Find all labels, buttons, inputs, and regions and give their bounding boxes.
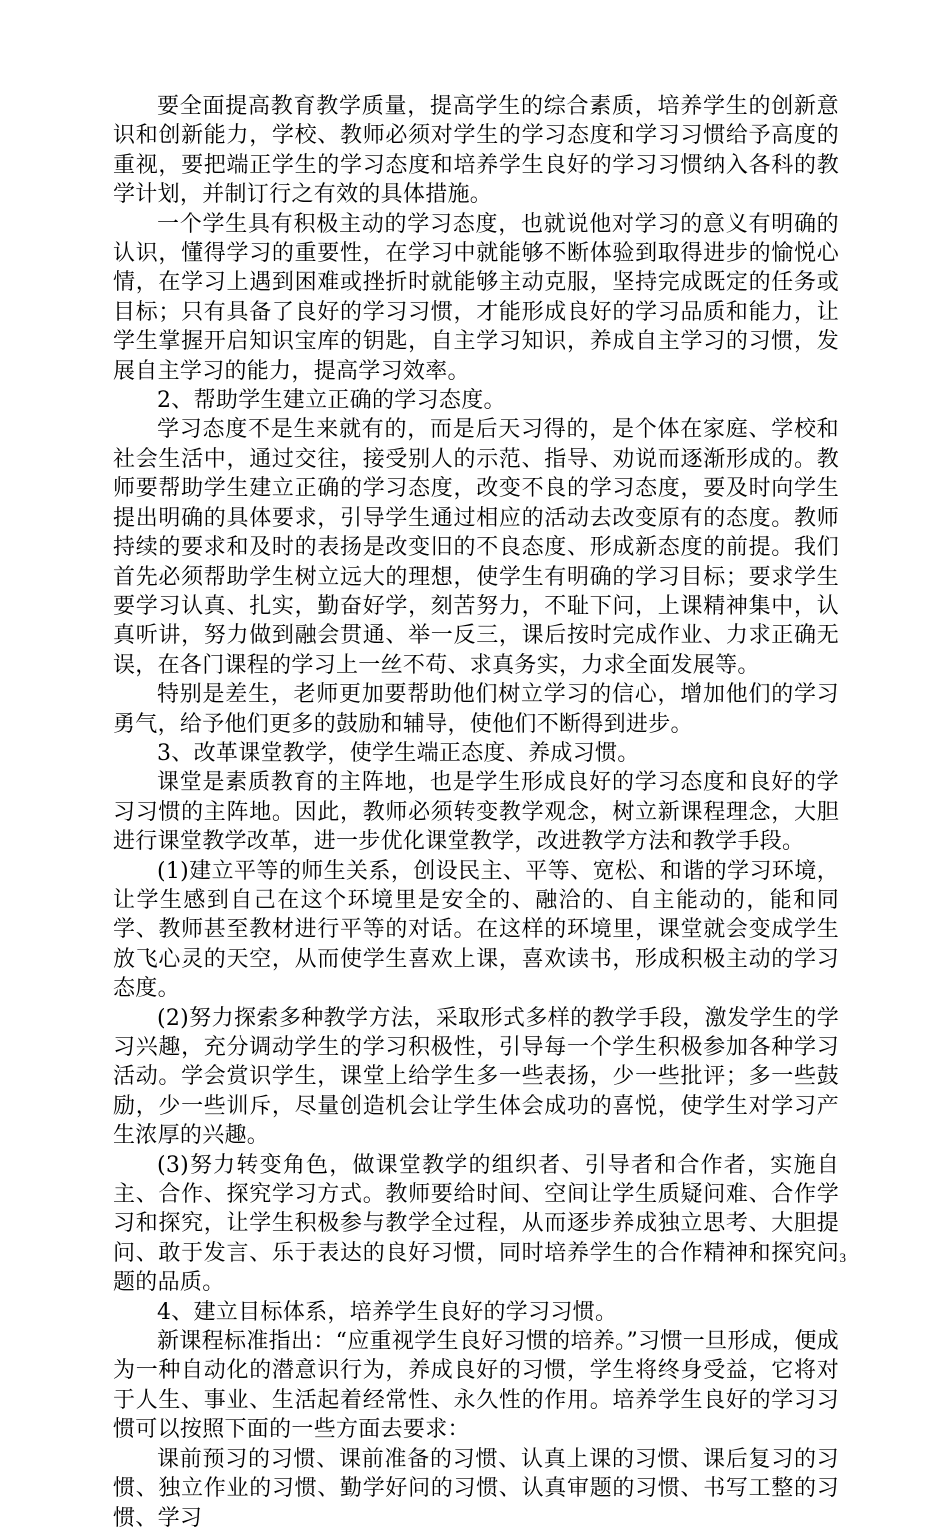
paragraph-subitem-2: (2)努力探索多种教学方法，采取形式多样的教学手段，激发学生的学习兴趣，充分调动学生的学习积极性，引导每一个学生积极参加各种学习活动。学会赏识学生，课堂上给学生多一些表扬，少一些批评；多一些鼓励，少一些训斥，尽量创造机会让学生体会成功的喜悦，使学生对学习产生浓厚的兴趣。 <box>113 1005 839 1149</box>
paragraph-curriculum-standard: 新课程标准指出：“应重视学生良好习惯的培养。”习惯一旦形成，便成为一种自动化的潜意识行为，养成良好的习惯，学生将终身受益，它将对于人生、事业、生活起着经常性、永久性的作用。培养学生良好的学习习惯可以按照下面的一些方面去要求： <box>113 1329 839 1443</box>
document-body <box>113 92 839 1533</box>
paragraph-positive-attitude: 一个学生具有积极主动的学习态度，也就说他对学习的意义有明确的认识，懂得学习的重要性，在学习中就能够不断体验到取得进步的愉悦心情，在学习上遇到困难或挫折时就能够主动克服，坚持完成既定的任务或目标；只有具备了良好的学习习惯，才能形成良好的学习品质和能力，让学生掌握开启知识宝库的钥匙，自主学习知识，养成自主学习的习惯，发展自主学习的能力，提高学习效率。 <box>113 211 839 384</box>
paragraph-subitem-1: (1)建立平等的师生关系，创设民主、平等、宽松、和谐的学习环境，让学生感到自己在这个环境里是安全的、融洽的、自主能动的，能和同学、教师甚至教材进行平等的对话。在这样的环境里，课堂就会变成学生放飞心灵的天空，从而使学生喜欢上课，喜欢读书，形成积极主动的学习态度。 <box>113 858 839 1002</box>
paragraph-habit-list: 课前预习的习惯、课前准备的习惯、认真上课的习惯、课后复习的习惯、独立作业的习惯、勤学好问的习惯、认真审题的习惯、书写工整的习惯、学习 <box>113 1446 839 1531</box>
page-number: 3 <box>839 1250 846 1265</box>
heading-item-4: 4、建立目标体系，培养学生良好的学习习惯。 <box>157 1299 618 1325</box>
heading-item-3: 3、改革课堂教学，使学生端正态度、养成习惯。 <box>157 740 640 766</box>
heading-item-2: 2、帮助学生建立正确的学习态度。 <box>157 388 506 414</box>
paragraph-learning-attitude: 学习态度不是生来就有的，而是后天习得的，是个体在家庭、学校和社会生活中，通过交往，接受别人的示范、指导、劝说而逐渐形成的。教师要帮助学生建立正确的学习态度，改变不良的学习态度，要及时向学生提出明确的具体要求，引导学生通过相应的活动去改变原有的态度。教师持续的要求和及时的表扬是改变旧的不良态度、形成新态度的前提。我们首先必须帮助学生树立远大的理想，使学生有明确的学习目标；要求学生要学习认真、扎实，勤奋好学，刻苦努力，不耻下问，上课精神集中，认真听讲，努力做到融会贯通、举一反三，课后按时完成作业、力求正确无误，在各门课程的学习上一丝不苟、求真务实，力求全面发展等。 <box>113 417 839 678</box>
paragraph-classroom: 课堂是素质教育的主阵地，也是学生形成良好的学习态度和良好的学习习惯的主阵地。因此，教师必须转变教学观念，树立新课程理念，大胆进行课堂教学改革，进一步优化课堂教学，改进教学方法和教学手段。 <box>113 770 839 855</box>
paragraph-subitem-3: (3)努力转变角色，做课堂教学的组织者、引导者和合作者，实施自主、合作、探究学习方式。教师要给时间、空间让学生质疑问难、合作学习和探究，让学生积极参与教学全过程，从而逐步养成独立思考、大胆提问、敢于发言、乐于表达的良好习惯，同时培养学生的合作精神和探究问题的品质。 <box>113 1152 839 1296</box>
paragraph-struggling-students: 特别是差生，老师更加要帮助他们树立学习的信心，增加他们的学习勇气，给予他们更多的鼓励和辅导，使他们不断得到进步。 <box>113 682 839 737</box>
paragraph-intro: 要全面提高教育教学质量，提高学生的综合素质，培养学生的创新意识和创新能力，学校、教师必须对学生的学习态度和学习习惯给予高度的重视，要把端正学生的学习态度和培养学生良好的学习习惯纳入各科的教学计划，并制订行之有效的具体措施。 <box>113 94 839 208</box>
